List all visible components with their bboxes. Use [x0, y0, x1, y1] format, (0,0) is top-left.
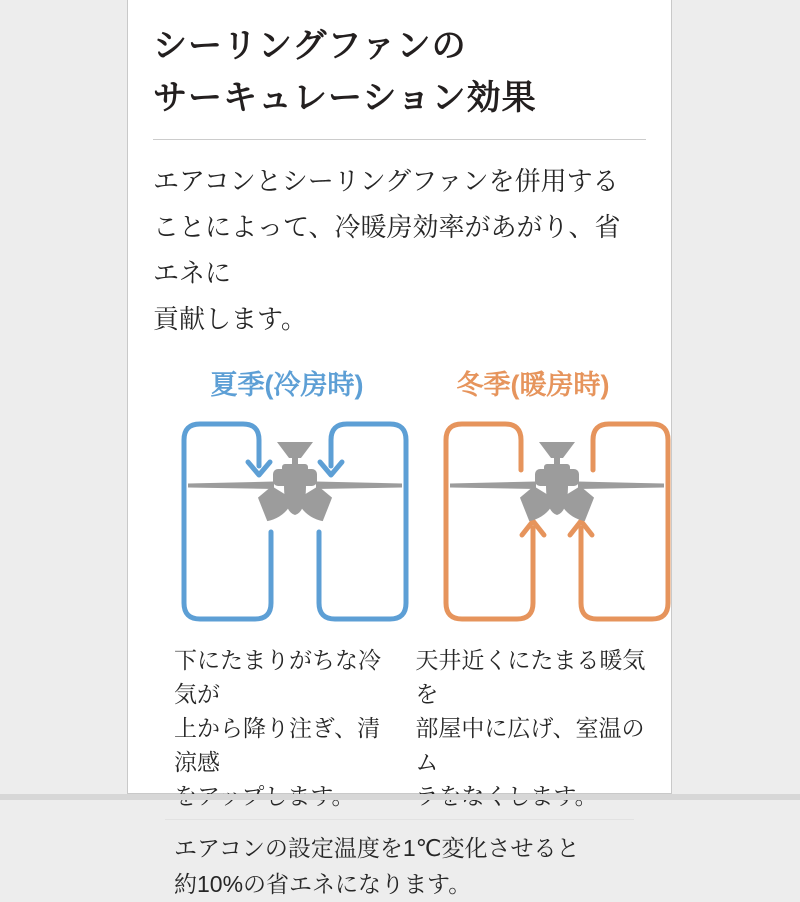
summer-description: [174, 643, 395, 813]
footer-divider: [165, 819, 634, 820]
winter-label: 冬季(暖房時): [456, 370, 610, 400]
summer-airflow-diagram: [174, 414, 416, 629]
winter-description: [415, 643, 646, 813]
diagrams-row: [153, 414, 646, 629]
summer-label: 夏季(冷房時): [210, 370, 364, 400]
footer-line-2: 約10%の省エネになります。: [174, 871, 472, 897]
title-divider: [153, 139, 646, 140]
intro-line-1: エアコンとシーリングファンを併用する: [153, 166, 619, 196]
summer-right-airflow-loop: [319, 424, 406, 619]
winter-left-airflow-loop: [446, 424, 533, 619]
intro-line-3: 貢献します。: [153, 304, 307, 334]
descriptions-row: [153, 643, 646, 813]
summer-desc-line-1: 下にたまりがちな冷気が: [174, 647, 381, 707]
title-line-2: サーキュレーション効果: [153, 79, 537, 117]
winter-right-airflow-loop: [581, 424, 668, 619]
winter-airflow-diagram: [436, 414, 678, 629]
intro-paragraph: [153, 158, 646, 342]
ceiling-fan-icon: [450, 442, 664, 525]
footer-line-1: エアコンの設定温度を1℃変化させると: [174, 835, 580, 861]
title-line-1: シーリングファンの: [153, 27, 467, 65]
summer-desc-line-2: 上から降り注ぎ、清涼感: [174, 715, 381, 775]
bottom-edge-strip: [0, 794, 800, 800]
winter-desc-line-1: 天井近くにたまる暖気を: [415, 647, 646, 707]
winter-desc-line-2: 部屋中に広げ、室温のム: [415, 715, 645, 775]
page-title: [153, 20, 646, 124]
intro-line-2: ことによって、冷暖房効率があがり、省エネに: [153, 212, 621, 288]
infographic-card: [127, 0, 672, 897]
energy-saving-note: [153, 830, 646, 902]
diagram-labels-row: [153, 368, 646, 402]
summer-left-airflow-loop: [184, 424, 271, 619]
